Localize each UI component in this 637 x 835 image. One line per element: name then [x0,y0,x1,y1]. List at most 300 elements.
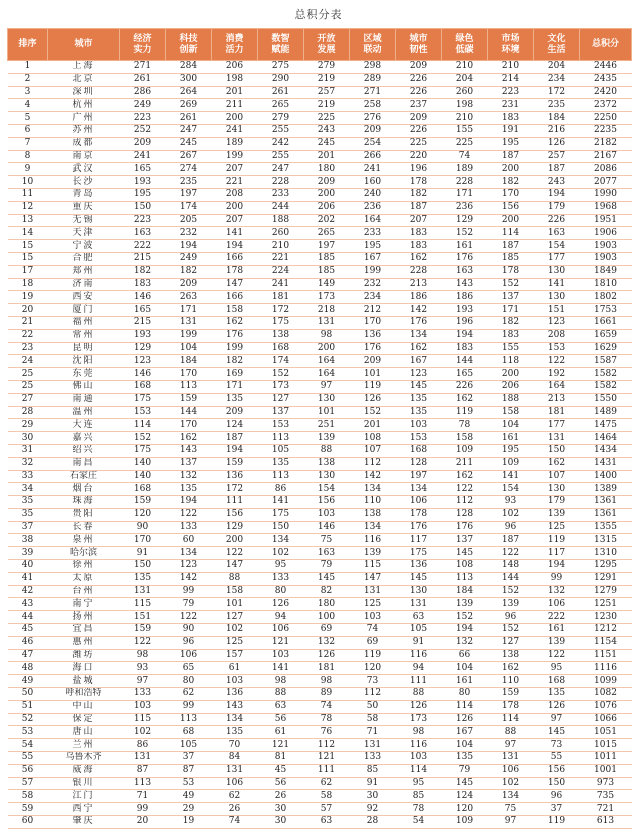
score-cell: 165 [120,304,166,317]
score-cell: 122 [534,649,580,662]
score-cell: 188 [488,393,534,406]
score-cell: 175 [258,508,304,521]
city-cell: 天津 [48,227,120,240]
score-cell: 194 [166,240,212,253]
score-cell: 174 [258,355,304,368]
score-cell: 249 [120,99,166,112]
total-score-cell: 1151 [580,649,632,662]
score-cell: 143 [442,278,488,291]
score-cell: 82 [304,585,350,598]
score-cell: 124 [212,419,258,432]
score-cell: 79 [166,598,212,611]
score-cell: 244 [258,201,304,214]
score-cell: 151 [120,611,166,624]
score-cell: 116 [396,649,442,662]
total-score-cell: 1753 [580,304,632,317]
score-cell: 136 [212,470,258,483]
rank-cell: 15 [8,240,48,253]
score-cell: 96 [488,611,534,624]
score-cell: 106 [166,649,212,662]
score-cell: 98 [304,329,350,342]
rank-cell: 7 [8,137,48,150]
table-row [8,291,632,304]
score-cell: 167 [442,726,488,739]
score-cell: 104 [442,739,488,752]
column-header: 消费 活力 [212,29,258,61]
score-cell: 62 [212,790,258,803]
score-cell: 150 [120,560,166,573]
score-cell: 143 [166,444,212,457]
score-cell: 98 [304,675,350,688]
score-cell: 61 [258,726,304,739]
score-cell: 176 [396,316,442,329]
score-cell: 194 [534,188,580,201]
score-cell: 149 [304,278,350,291]
score-cell: 221 [212,176,258,189]
score-cell: 209 [120,137,166,150]
score-cell: 91 [396,636,442,649]
score-cell: 106 [396,496,442,509]
score-cell: 176 [212,329,258,342]
score-cell: 172 [258,304,304,317]
column-header: 绿色 低碳 [442,29,488,61]
score-cell: 93 [488,496,534,509]
table-row [8,73,632,86]
score-cell: 114 [120,419,166,432]
score-cell: 276 [350,112,396,125]
city-cell: 哈尔滨 [48,547,120,560]
score-cell: 146 [304,521,350,534]
city-cell: 银川 [48,777,120,790]
score-cell: 284 [166,61,212,74]
score-cell: 107 [534,470,580,483]
table-row [8,419,632,432]
score-cell: 195 [120,188,166,201]
score-cell: 140 [120,470,166,483]
score-cell: 131 [304,316,350,329]
score-cell: 178 [396,508,442,521]
rank-cell: 43 [8,598,48,611]
score-cell: 184 [166,355,212,368]
rank-cell: 4 [8,99,48,112]
score-cell: 223 [120,112,166,125]
score-cell: 200 [488,368,534,381]
rank-cell: 45 [8,624,48,637]
column-header: 城市 [48,29,120,61]
score-cell: 94 [258,611,304,624]
score-cell: 228 [396,265,442,278]
rank-cell: 58 [8,790,48,803]
score-cell: 30 [258,816,304,829]
score-cell: 269 [166,99,212,112]
score-cell: 200 [212,201,258,214]
score-cell: 132 [304,636,350,649]
score-cell: 78 [442,419,488,432]
score-cell: 245 [304,137,350,150]
score-cell: 123 [120,355,166,368]
score-cell: 279 [304,61,350,74]
score-cell: 187 [212,432,258,445]
score-cell: 135 [258,457,304,470]
total-score-cell: 1582 [580,380,632,393]
total-score-cell: 1582 [580,368,632,381]
score-cell: 80 [442,688,488,701]
table-row [8,470,632,483]
rank-cell: 39 [8,547,48,560]
score-cell: 111 [212,496,258,509]
score-cell: 226 [534,214,580,227]
city-cell: 宁波 [48,240,120,253]
table-row [8,688,632,701]
score-cell: 134 [350,483,396,496]
score-cell: 102 [212,624,258,637]
table-row [8,585,632,598]
score-cell: 194 [212,240,258,253]
score-cell: 234 [534,73,580,86]
score-cell: 158 [488,406,534,419]
score-cell: 106 [534,598,580,611]
score-cell: 128 [396,457,442,470]
score-cell: 154 [534,240,580,253]
rank-cell: 44 [8,611,48,624]
score-cell: 151 [534,304,580,317]
total-score-cell: 1587 [580,355,632,368]
score-cell: 161 [534,624,580,637]
table-row [8,368,632,381]
score-cell: 170 [120,534,166,547]
score-cell: 98 [396,726,442,739]
score-cell: 139 [488,598,534,611]
total-score-cell: 1629 [580,342,632,355]
score-cell: 181 [534,406,580,419]
score-cell: 71 [350,726,396,739]
score-cell: 100 [304,611,350,624]
score-cell: 102 [488,508,534,521]
score-cell: 99 [120,803,166,816]
city-cell: 大连 [48,419,120,432]
score-cell: 135 [534,688,580,701]
score-cell: 213 [396,278,442,291]
score-cell: 99 [166,700,212,713]
table-row [8,61,632,74]
score-cell: 144 [166,406,212,419]
table-row [8,483,632,496]
score-cell: 274 [166,163,212,176]
score-cell: 254 [350,137,396,150]
table-row [8,124,632,137]
score-cell: 263 [166,291,212,304]
score-cell: 235 [166,176,212,189]
score-cell: 209 [212,406,258,419]
score-cell: 162 [442,393,488,406]
total-score-cell: 2446 [580,61,632,74]
city-cell: 福州 [48,316,120,329]
score-cell: 152 [442,611,488,624]
city-cell: 宜昌 [48,624,120,637]
score-cell: 126 [396,700,442,713]
score-cell: 111 [396,675,442,688]
city-cell: 北京 [48,73,120,86]
score-cell: 177 [534,419,580,432]
score-cell: 178 [488,700,534,713]
city-cell: 扬州 [48,611,120,624]
score-cell: 123 [166,560,212,573]
score-cell: 113 [258,432,304,445]
score-cell: 119 [350,380,396,393]
score-cell: 122 [488,547,534,560]
score-cell: 157 [212,649,258,662]
score-cell: 139 [442,598,488,611]
rank-cell: 60 [8,816,48,829]
city-cell: 青岛 [48,188,120,201]
score-cell: 194 [442,624,488,637]
score-cell: 97 [534,713,580,726]
score-cell: 271 [350,86,396,99]
score-cell: 298 [350,61,396,74]
score-cell: 120 [350,662,396,675]
score-cell: 174 [166,201,212,214]
score-cell: 119 [534,534,580,547]
score-cell: 88 [258,688,304,701]
score-cell: 30 [258,803,304,816]
score-cell: 130 [304,393,350,406]
rank-cell: 20 [8,304,48,317]
score-cell: 152 [350,406,396,419]
table-row [8,252,632,265]
score-cell: 92 [350,803,396,816]
total-score-cell: 721 [580,803,632,816]
score-cell: 168 [258,342,304,355]
score-cell: 226 [396,86,442,99]
score-cell: 154 [488,483,534,496]
score-cell: 152 [120,432,166,445]
score-cell: 290 [258,73,304,86]
score-cell: 112 [442,496,488,509]
score-cell: 62 [166,688,212,701]
score-cell: 156 [488,201,534,214]
rank-cell: 28 [8,406,48,419]
rank-cell: 9 [8,163,48,176]
city-cell: 肇庆 [48,816,120,829]
score-cell: 156 [304,496,350,509]
total-score-cell: 2420 [580,86,632,99]
score-cell: 160 [350,176,396,189]
score-cell: 184 [534,112,580,125]
score-cell: 171 [442,188,488,201]
score-cell: 159 [120,496,166,509]
score-cell: 131 [350,585,396,598]
total-score-cell: 613 [580,816,632,829]
score-cell: 58 [350,713,396,726]
column-header: 市场 环境 [488,29,534,61]
score-cell: 119 [534,816,580,829]
score-cell: 236 [442,201,488,214]
score-cell: 152 [258,368,304,381]
score-cell: 139 [534,636,580,649]
rank-cell: 12 [8,201,48,214]
score-cell: 70 [212,739,258,752]
rank-cell: 8 [8,150,48,163]
score-cell: 129 [442,214,488,227]
rank-cell: 53 [8,726,48,739]
score-cell: 194 [442,329,488,342]
score-cell: 152 [488,278,534,291]
score-cell: 206 [212,61,258,74]
score-cell: 103 [350,611,396,624]
city-cell: 郑州 [48,265,120,278]
score-cell: 103 [396,419,442,432]
score-cell: 106 [488,764,534,777]
score-cell: 106 [258,624,304,637]
column-header: 城市 韧性 [396,29,442,61]
table-row [8,380,632,393]
score-cell: 155 [488,342,534,355]
table-row [8,713,632,726]
table-row [8,188,632,201]
table-row [8,598,632,611]
score-cell: 37 [166,752,212,765]
score-cell: 163 [120,227,166,240]
score-cell: 162 [166,432,212,445]
score-cell: 300 [166,73,212,86]
rank-cell: 41 [8,572,48,585]
score-cell: 200 [212,534,258,547]
score-cell: 121 [258,739,304,752]
score-cell: 209 [166,278,212,291]
score-cell: 26 [258,790,304,803]
score-cell: 179 [534,201,580,214]
score-cell: 73 [350,675,396,688]
total-score-cell: 1951 [580,214,632,227]
score-cell: 147 [212,560,258,573]
score-cell: 115 [120,598,166,611]
city-cell: 深圳 [48,86,120,99]
table-row [8,662,632,675]
score-cell: 141 [258,496,304,509]
score-cell: 193 [120,329,166,342]
score-cell: 232 [350,278,396,291]
score-cell: 192 [534,368,580,381]
score-cell: 135 [442,752,488,765]
score-cell: 126 [442,713,488,726]
score-cell: 195 [350,240,396,253]
total-score-cell: 2086 [580,163,632,176]
score-cell: 182 [212,355,258,368]
score-cell: 142 [396,304,442,317]
score-cell: 90 [166,624,212,637]
score-cell: 95 [534,662,580,675]
score-cell: 226 [442,380,488,393]
score-cell: 87 [120,764,166,777]
score-cell: 173 [396,713,442,726]
city-cell: 西宁 [48,803,120,816]
table-row [8,726,632,739]
score-cell: 126 [304,649,350,662]
score-cell: 84 [212,752,258,765]
table-row [8,329,632,342]
score-cell: 211 [442,457,488,470]
score-cell: 176 [442,252,488,265]
score-cell: 133 [166,521,212,534]
score-cell: 168 [534,675,580,688]
table-row [8,150,632,163]
score-cell: 136 [396,560,442,573]
score-cell: 131 [350,739,396,752]
score-cell: 240 [350,188,396,201]
score-cell: 135 [396,406,442,419]
score-cell: 161 [442,240,488,253]
score-cell: 103 [396,752,442,765]
score-cell: 212 [350,304,396,317]
score-cell: 125 [534,521,580,534]
score-cell: 194 [166,496,212,509]
score-cell: 146 [120,291,166,304]
rank-cell: 35 [8,508,48,521]
city-cell: 无锡 [48,214,120,227]
score-cell: 163 [534,227,580,240]
table-row [8,675,632,688]
score-cell: 122 [166,508,212,521]
total-score-cell: 1489 [580,406,632,419]
score-cell: 76 [304,726,350,739]
score-cell: 159 [120,624,166,637]
score-cell: 260 [258,227,304,240]
score-cell: 228 [258,176,304,189]
rank-cell: 57 [8,777,48,790]
score-cell: 247 [258,163,304,176]
score-cell: 231 [488,99,534,112]
score-cell: 215 [120,252,166,265]
score-cell: 207 [212,214,258,227]
table-row [8,265,632,278]
total-score-cell: 1001 [580,764,632,777]
score-cell: 60 [166,534,212,547]
table-row [8,99,632,112]
score-cell: 138 [350,508,396,521]
score-cell: 130 [534,265,580,278]
rank-cell: 6 [8,124,48,137]
score-cell: 168 [396,444,442,457]
score-cell: 85 [396,790,442,803]
score-cell: 213 [534,393,580,406]
score-cell: 182 [488,176,534,189]
score-cell: 99 [166,585,212,598]
city-cell: 东莞 [48,368,120,381]
score-cell: 142 [166,572,212,585]
score-cell: 87 [166,764,212,777]
score-cell: 117 [534,547,580,560]
score-cell: 271 [120,61,166,74]
score-cell: 125 [350,598,396,611]
score-cell: 78 [396,803,442,816]
score-cell: 144 [488,572,534,585]
rank-cell: 47 [8,649,48,662]
rank-cell: 15 [8,252,48,265]
score-cell: 97 [488,816,534,829]
table-row [8,803,632,816]
score-cell: 172 [534,86,580,99]
score-cell: 122 [442,483,488,496]
score-cell: 75 [488,803,534,816]
score-cell: 111 [304,764,350,777]
table-row [8,457,632,470]
table-row [8,432,632,445]
score-cell: 289 [350,73,396,86]
rank-cell: 52 [8,713,48,726]
score-cell: 54 [396,816,442,829]
score-cell: 188 [258,214,304,227]
city-cell: 昆明 [48,342,120,355]
